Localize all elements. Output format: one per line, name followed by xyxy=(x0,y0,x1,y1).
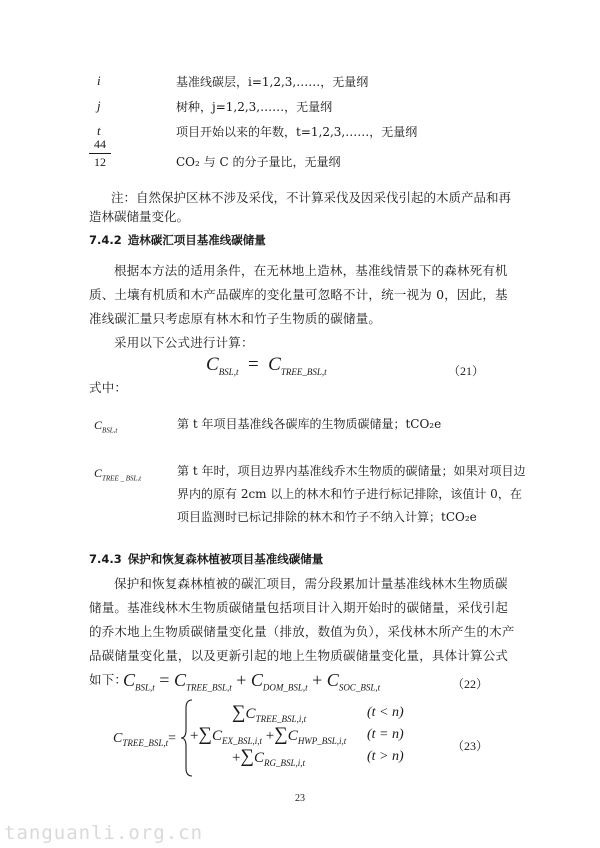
section-heading-742: 7.4.2 造林碳汇项目基准线碳储量 xyxy=(89,233,266,247)
equation-23-row-3-condition: (t > n) xyxy=(367,749,404,764)
equation-23-number: （23） xyxy=(452,739,489,753)
equation-21: $C_{BSL,t} = C_{TREE\_BSL,t}$ xyxy=(206,354,327,377)
note-paragraph: 注：自然保护区林不涉及采伐，不计算采伐及因采伐引起的木质产品和再造林碳储量变化。 xyxy=(89,190,512,224)
section-743-paragraph: 保护和恢复森林植被的碳汇项目，需分段累加计量基准线林木生物质碳储量。基准线林木生物质碳储量包括项目计入期开始时的碳储量，采伐引起的乔木地上生物质碳储量变化量（排放，数值为负），采伐林木所产生的木产品碳储量变化量，以及更新引起的地上生物质碳储量变化量，具体计算公式如下： xyxy=(89,576,515,687)
equation-23-row-2: $+\sum C_{EX\_BSL,i,t} +\sum C_{HWP\_BSL,i,t}$ xyxy=(190,724,347,746)
equation-23-row-2-condition: (t = n) xyxy=(367,727,404,742)
variable-c-tree-bsl-t: $C_{TREE \_ BSL,t}$ xyxy=(94,466,142,483)
fraction-desc: CO₂ 与 C 的分子量比，无量纲 xyxy=(176,155,341,169)
definition-symbol-t: t xyxy=(97,123,101,138)
section-heading-743: 7.4.3 保护和恢复森林植被项目基准线碳储量 xyxy=(89,552,324,566)
equation-23-row-3: $+\sum C_{RG\_BSL,i,t}$ xyxy=(232,746,306,768)
equation-23-lhs: $C_{TREE\_BSL,t}=$ xyxy=(113,731,177,748)
equation-22: $C_{BSL,t} = C_{TREE\_BSL,t} + C_{DOM\_BSL,t} + C_{SOC\_BSL,t}$ xyxy=(123,670,381,693)
fraction-numerator: 44 xyxy=(89,137,111,154)
variable-c-bsl-t: $C_{BSL,t}$ xyxy=(94,418,118,435)
section-742-paragraph: 根据本方法的适用条件，在无林地上造林，基准线情景下的森林死有机质、土壤有机质和木产品碳库的变化量可忽略不计，统一视为 0，因此，基准线碳汇量只考虑原有林木和竹子生物质的碳储量。 xyxy=(89,263,508,326)
equation-21-number: （21） xyxy=(448,364,485,378)
formula-intro: 采用以下公式进行计算： xyxy=(114,335,254,350)
variable-c-tree-bsl-t-desc: 第 t 年时，项目边界内基准线乔木生物质的碳储量；如果对项目边界内的原有 2cm 以上的林木和竹子进行标记排除，该值计 0，在项目监测时已标记排除的林木和竹子不纳入计算；tCO₂e xyxy=(177,464,526,524)
equation-23-row-1: $\sum C_{TREE\_BSL,i,t}$ xyxy=(232,702,307,724)
equation-23-row-1-condition: (t < n) xyxy=(367,705,404,720)
fraction-denominator: 12 xyxy=(94,155,106,169)
definition-desc-i: 基准线碳层，i=1,2,3,……，无量纲 xyxy=(176,75,369,89)
definition-desc-t: 项目开始以来的年数，t=1,2,3,……，无量纲 xyxy=(176,125,418,139)
equation-22-number: （22） xyxy=(452,677,489,691)
where-label: 式中： xyxy=(89,380,128,395)
page-number: 23 xyxy=(295,793,305,804)
fraction-44-12 xyxy=(89,137,111,170)
definition-symbol-j: j xyxy=(97,98,101,113)
definition-desc-j: 树种，j=1,2,3,……，无量纲 xyxy=(176,100,333,114)
watermark: tanguanli.org.cn xyxy=(4,822,204,844)
variable-c-bsl-t-desc: 第 t 年项目基准线各碳库的生物质碳储量；tCO₂e xyxy=(177,417,442,431)
definition-symbol-i: i xyxy=(97,73,101,88)
